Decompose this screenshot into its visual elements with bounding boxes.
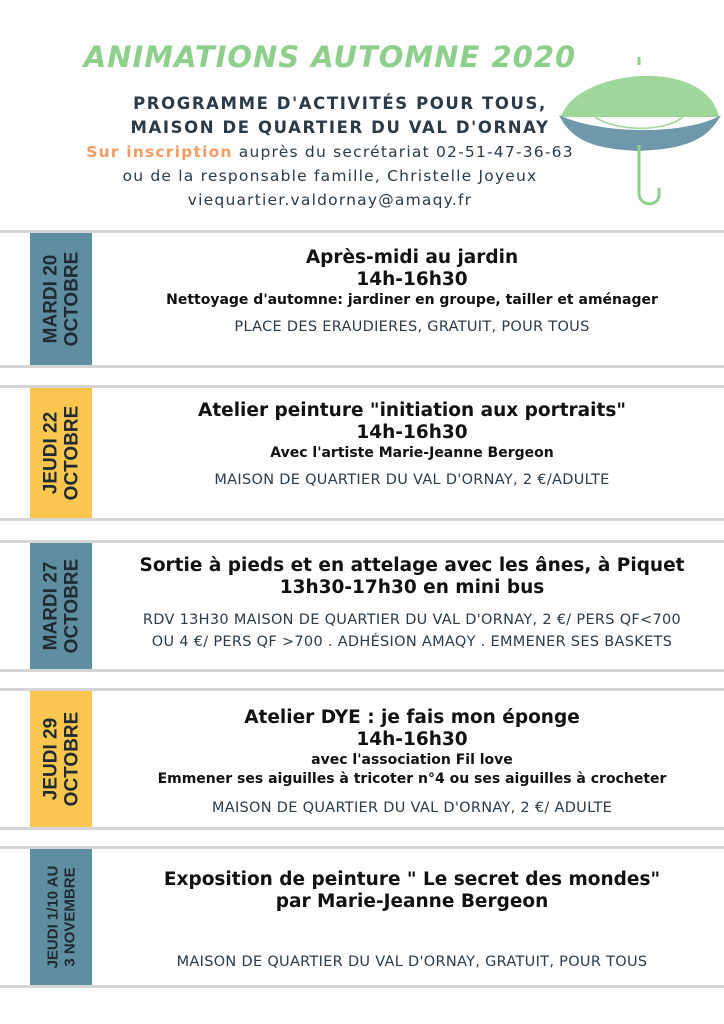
event-card xyxy=(0,385,724,521)
event-content xyxy=(100,707,724,819)
event-date: JEUDI 29 OCTOBRE xyxy=(40,711,83,807)
event-title: Atelier DYE : je fais mon éponge xyxy=(244,707,580,728)
event-place: MAISON DE QUARTIER DU VAL D'ORNAY, GRATUIT, POUR TOUS xyxy=(176,954,648,970)
event-description: Avec l'artiste Marie-Jeanne Bergeon xyxy=(270,445,554,461)
event-title: Exposition de peinture " Le secret des mondes" xyxy=(163,869,661,890)
event-place: RDV 13H30 MAISON DE QUARTIER DU VAL D'ORNAY, 2 €/ PERS QF<700 xyxy=(142,612,682,628)
event-place: PLACE DES ERAUDIERES, GRATUIT, POUR TOUS xyxy=(234,319,590,335)
date-tab xyxy=(30,233,92,365)
event-content xyxy=(100,869,724,973)
date-tab xyxy=(30,543,92,669)
umbrella-icon xyxy=(555,55,723,210)
event-date: MARDI 27 OCTOBRE xyxy=(40,558,83,654)
page-title: ANIMATIONS AUTOMNE 2020 xyxy=(83,40,577,74)
event-title: Après-midi au jardin xyxy=(305,247,519,268)
date-tab xyxy=(30,388,92,518)
subtitle-programme: PROGRAMME D'ACTIVITÉS POUR TOUS, xyxy=(133,94,547,113)
event-card xyxy=(0,540,724,672)
event-date: JEUDI 1/10 AU 3 NOVEMBRE xyxy=(44,865,79,969)
registration-highlight: Sur inscription xyxy=(86,143,233,161)
event-time: 14h-16h30 xyxy=(356,729,468,750)
event-place: MAISON DE QUARTIER DU VAL D'ORNAY, 2 €/ ADULTE xyxy=(211,800,613,816)
date-tab xyxy=(30,849,92,985)
event-time: 14h-16h30 xyxy=(356,422,468,443)
contact-email: viequartier.valdornay@amaqy.fr xyxy=(187,191,473,209)
event-title: Sortie à pieds et en attelage avec les ânes, à Piquet xyxy=(139,555,685,576)
event-description: avec l'association Fil love xyxy=(311,752,513,768)
event-content xyxy=(100,400,724,491)
event-description: Emmener ses aiguilles à tricoter n°4 ou ses aiguilles à crocheter xyxy=(157,771,667,787)
event-card xyxy=(0,688,724,830)
header xyxy=(0,0,724,225)
event-content xyxy=(100,247,724,338)
event-description: Nettoyage d'automne: jardiner en groupe, tailler et aménager xyxy=(166,292,658,308)
event-title: Atelier peinture "initiation aux portraits" xyxy=(198,400,626,421)
event-card xyxy=(0,230,724,368)
event-place: OU 4 €/ PERS QF >700 . ADHÉSION AMAQY . EMMENER SES BASKETS xyxy=(151,634,673,650)
registration-phone: auprès du secrétariat 02-51-47-36-63 xyxy=(232,143,574,161)
event-content xyxy=(100,555,724,653)
contact-person: ou de la responsable famille, Christelle Joyeux xyxy=(122,167,538,185)
event-time: 14h-16h30 xyxy=(356,269,468,290)
event-title-author: par Marie-Jeanne Bergeon xyxy=(275,891,549,912)
subtitle-maison: MAISON DE QUARTIER DU VAL D'ORNAY xyxy=(130,118,550,137)
event-date: JEUDI 22 OCTOBRE xyxy=(40,405,83,501)
event-place: MAISON DE QUARTIER DU VAL D'ORNAY, 2 €/ADULTE xyxy=(214,472,610,488)
event-date: MARDI 20 OCTOBRE xyxy=(40,251,83,347)
event-card xyxy=(0,846,724,988)
event-time: 13h30-17h30 en mini bus xyxy=(279,577,545,598)
date-tab xyxy=(30,691,92,827)
registration-info xyxy=(30,143,630,161)
